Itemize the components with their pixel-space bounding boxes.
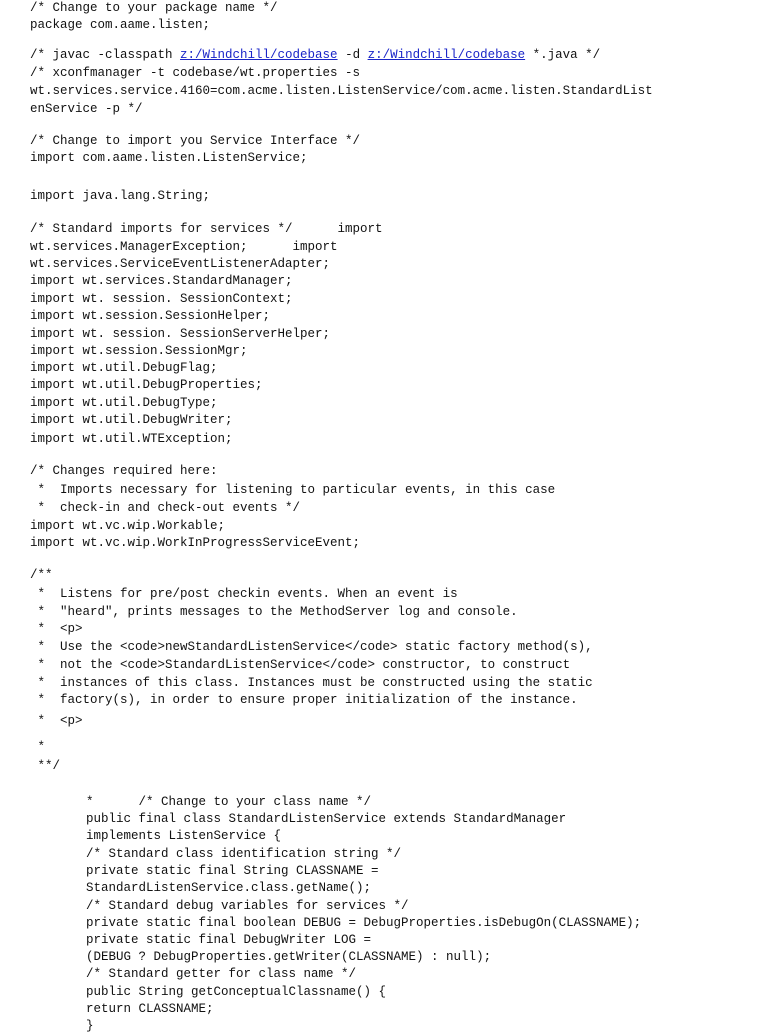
code-text: -d: [337, 48, 368, 62]
code-line: implements ListenService {: [86, 829, 282, 843]
code-line: /* Standard getter for class name */: [86, 967, 357, 981]
code-line: * Use the <code>newStandardListenService</code> static factory method(s),: [30, 640, 593, 654]
code-line: wt.services.ManagerException; import: [30, 240, 338, 254]
code-line: * not the <code>StandardListenService</code> constructor, to construct: [30, 658, 571, 672]
code-line: import wt.session.SessionHelper;: [30, 309, 271, 323]
codebase-link[interactable]: z:/Windchill/codebase: [180, 48, 338, 62]
code-line: * "heard", prints messages to the MethodServer log and console.: [30, 605, 518, 619]
code-line: * factory(s), in order to ensure proper initialization of the instance.: [30, 693, 578, 707]
code-line: * Listens for pre/post checkin events. When an event is: [30, 587, 458, 601]
code-line: /* Standard class identification string */: [86, 847, 402, 861]
code-line: * <p>: [30, 622, 83, 636]
code-line: /* Standard debug variables for services */: [86, 899, 409, 913]
code-line: * Imports necessary for listening to particular events, in this case: [30, 483, 556, 497]
code-line: /* Change to import you Service Interface */: [30, 134, 361, 148]
code-line: /* Change to your package name */: [30, 1, 278, 15]
code-line: wt.services.ServiceEventListenerAdapter;: [30, 257, 331, 271]
code-line: public String getConceptualClassname() {: [86, 985, 387, 999]
code-line: return CLASSNAME;: [86, 1002, 214, 1016]
code-text: /* javac -classpath: [30, 48, 181, 62]
code-text: *.java */: [525, 48, 601, 62]
code-line: **/: [30, 759, 61, 773]
code-line: /**: [30, 568, 53, 582]
code-line: private static final DebugWriter LOG =: [86, 933, 372, 947]
code-line: import wt. session. SessionContext;: [30, 292, 293, 306]
code-line: import wt.vc.wip.WorkInProgressServiceEvent;: [30, 536, 361, 550]
code-line: /* Changes required here:: [30, 464, 218, 478]
code-line: private static final boolean DEBUG = DebugProperties.isDebugOn(CLASSNAME);: [86, 916, 642, 930]
code-line: import com.aame.listen.ListenService;: [30, 151, 308, 165]
code-line: import java.lang.String;: [30, 189, 211, 203]
code-line: import wt.util.DebugType;: [30, 396, 218, 410]
code-line: public final class StandardListenService extends StandardManager: [86, 812, 567, 826]
code-line: * check-in and check-out events */: [30, 501, 301, 515]
code-line: import wt.services.StandardManager;: [30, 274, 293, 288]
code-line: import wt.util.DebugWriter;: [30, 413, 233, 427]
code-line: import wt.session.SessionMgr;: [30, 344, 248, 358]
code-line: (DEBUG ? DebugProperties.getWriter(CLASSNAME) : null);: [86, 950, 492, 964]
code-line: /* xconfmanager -t codebase/wt.properties -s: [30, 66, 361, 80]
code-line: /* Standard imports for services */ import: [30, 222, 383, 236]
code-line: * /* Change to your class name */: [86, 795, 372, 809]
code-line: import wt. session. SessionServerHelper;: [30, 327, 331, 341]
code-line: import wt.util.WTException;: [30, 432, 233, 446]
code-line: *: [30, 740, 46, 754]
code-line: wt.services.service.4160=com.acme.listen.ListenService/com.acme.listen.StandardList: [30, 84, 653, 98]
code-line: import wt.util.DebugFlag;: [30, 361, 218, 375]
code-line: import wt.vc.wip.Workable;: [30, 519, 226, 533]
codebase-link[interactable]: z:/Windchill/codebase: [367, 48, 526, 62]
code-line: * instances of this class. Instances must be constructed using the static: [30, 676, 593, 690]
code-line: import wt.util.DebugProperties;: [30, 378, 263, 392]
code-line: private static final String CLASSNAME =: [86, 864, 379, 878]
code-line: enService -p */: [30, 102, 143, 116]
code-line: }: [86, 1019, 94, 1033]
code-line: [30, 47, 600, 63]
code-line: package com.aame.listen;: [30, 18, 211, 32]
code-line: StandardListenService.class.getName();: [86, 881, 372, 895]
code-line: * <p>: [30, 714, 83, 728]
